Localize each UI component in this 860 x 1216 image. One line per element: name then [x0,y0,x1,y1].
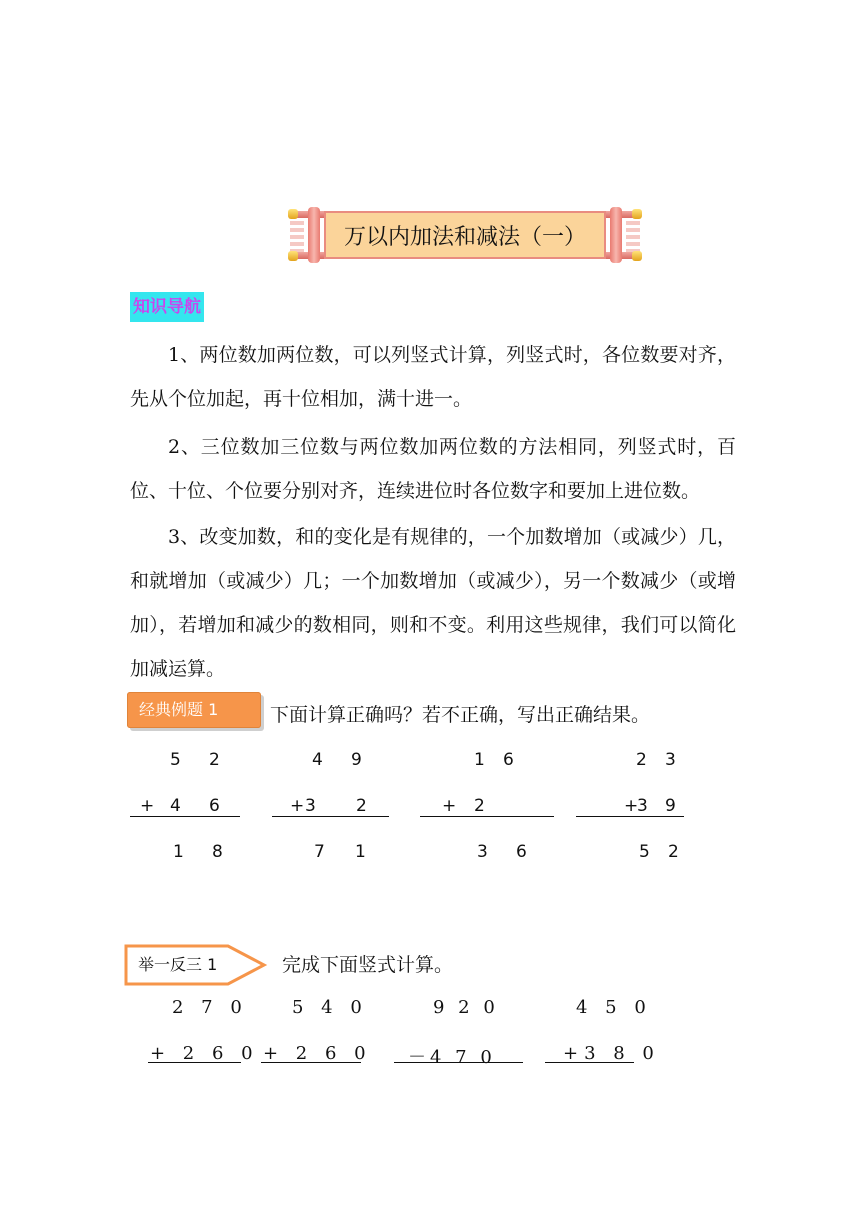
title-banner [286,203,644,267]
number-top: 2 7 0 [172,997,248,1018]
underline [261,1062,361,1063]
knowledge-paragraph-3: 3、改变加数，和的变化是有规律的，一个加数增加（或减少）几，和就增加（或减少）几；一个加数增加（或减少），另一个数减少（或增加），若增加和减少的数相同，则和不变。利用这些规律，我们可以简化加减运算。 [130,526,736,680]
practice-badge [124,944,268,986]
banner-knob [632,251,642,261]
digit: 5 [170,750,181,770]
digit: 6 [516,842,527,862]
digit: 8 [212,842,223,862]
digit: 7 [314,842,325,862]
digit: 1 [355,842,366,862]
underline [545,1062,634,1063]
number-bottom: + 2 6 0 [150,1043,259,1064]
digit: 3 [477,842,488,862]
plus-sign: + [140,796,155,816]
knowledge-paragraph-2: 2、三位数加三位数与两位数加两位数的方法相同，列竖式时，百位、十位、个位要分别对齐，连续进位时各位数字和要加上进位数。 [130,436,736,502]
digit: 3 [637,796,648,816]
digit: 9 [665,796,676,816]
digit: 9 [351,750,362,770]
underline [130,816,240,817]
underline [394,1062,523,1063]
digit: 4 [170,796,181,816]
banner-right-strip [626,214,640,256]
digit: 3 [305,796,316,816]
digit: 2 [209,750,220,770]
digit: 4 [312,750,323,770]
underline [272,816,389,817]
digit: 6 [209,796,220,816]
banner-knob [288,251,298,261]
underline [420,816,554,817]
number-bottom: + 2 6 0 [263,1043,372,1064]
plus-sign: + [624,796,639,816]
digit: 1 [173,842,184,862]
number-top: 4 5 0 [576,997,652,1018]
banner-right-roll [610,207,622,263]
underline [576,816,684,817]
banner-knob [288,209,298,219]
knowledge-paragraph-1: 1、两位数加两位数，可以列竖式计算，列竖式时，各位数要对齐，先从个位加起，再十位相加，满十进一。 [130,344,736,410]
number-bottom: －4 7 0 [408,1047,496,1068]
digit: 5 [639,842,650,862]
digit: 3 [665,750,676,770]
digit: 2 [474,796,485,816]
page-title: 万以内加法和减法（一） [343,224,586,250]
banner-left-strip [290,214,304,256]
example-badge: 经典例题 1 [127,692,261,728]
banner-knob [632,209,642,219]
digit: 1 [474,750,485,770]
practice-badge-label: 举一反三 1 [138,955,218,974]
banner-left-roll [308,207,320,263]
digit: 2 [668,842,679,862]
digit: 6 [503,750,514,770]
number-bottom: +3 8 0 [563,1043,660,1064]
underline [148,1062,241,1063]
section-label: 知识导航 [130,292,204,322]
number-top: 9 2 0 [433,997,499,1018]
digit: 2 [356,796,367,816]
banner-panel [324,211,606,259]
example-question: 下面计算正确吗？若不正确，写出正确结果。 [270,704,651,726]
plus-sign: + [442,796,457,816]
digit: 2 [636,750,647,770]
practice-question: 完成下面竖式计算。 [282,954,454,976]
plus-sign: + [290,796,305,816]
number-top: 5 4 0 [292,997,368,1018]
